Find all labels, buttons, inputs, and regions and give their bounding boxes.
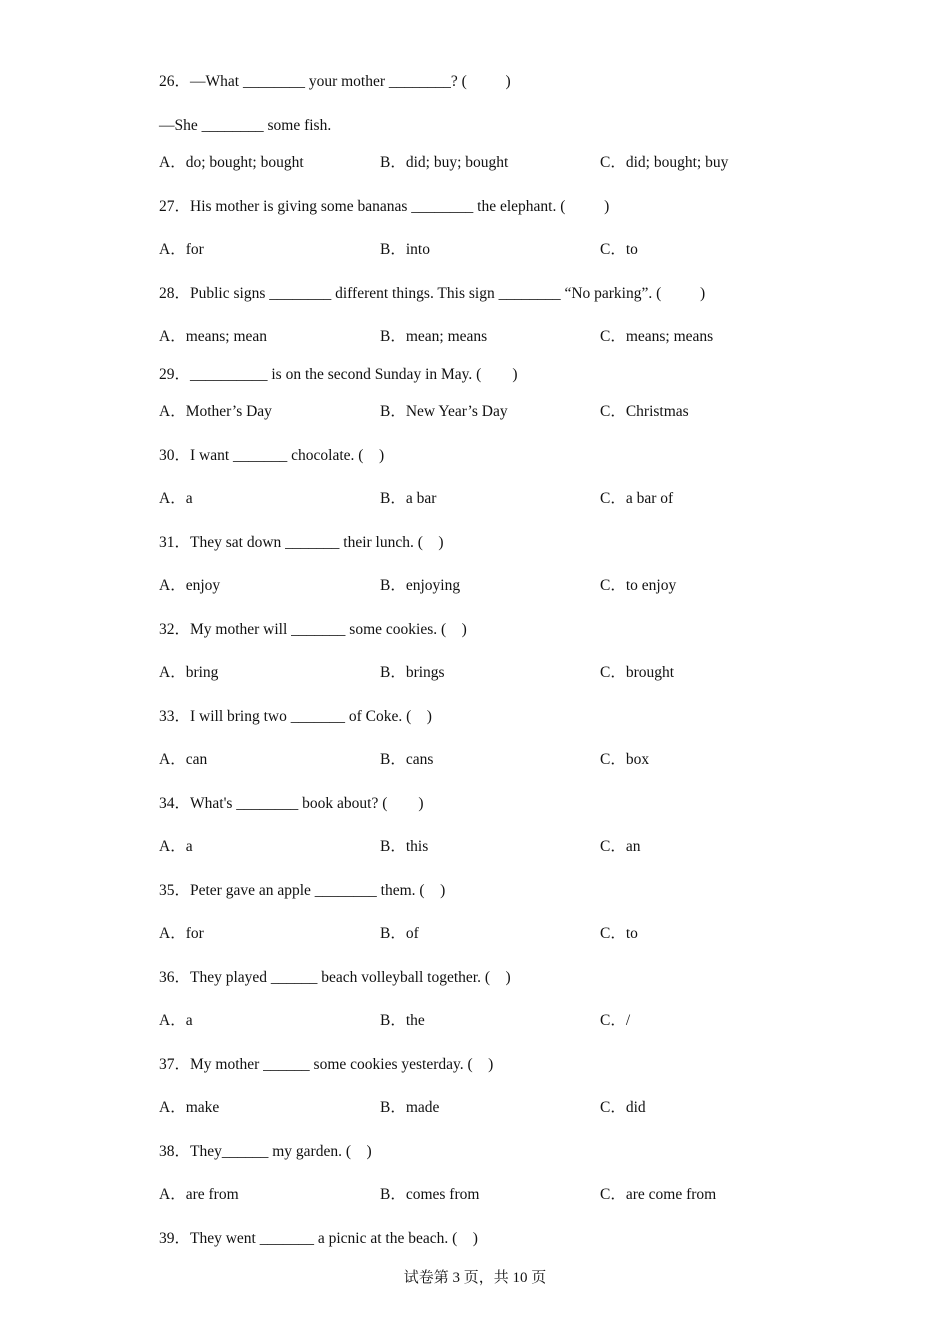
question-29: 29．__________ is on the second Sunday in May. ( ): [159, 366, 518, 383]
option-c: C．a bar of: [600, 490, 674, 507]
option-c: C．box: [600, 751, 650, 768]
option-a: A．a: [159, 1012, 193, 1029]
option-b: B．of: [380, 925, 419, 942]
option-a: A．a: [159, 838, 193, 855]
option-c: C．an: [600, 838, 641, 855]
option-b: B．made: [380, 1099, 440, 1116]
question-28: 28．Public signs ________ different things. This sign ________ “No parking”. ( ): [159, 285, 706, 302]
option-a: A．are from: [159, 1186, 239, 1203]
question-26-reply: —She ________ some fish.: [159, 117, 332, 134]
option-c: C．did; bought; buy: [600, 154, 729, 171]
option-a: A．means; mean: [159, 328, 268, 345]
question-32-options: [159, 663, 879, 683]
question-27-options: [159, 240, 879, 260]
question-30-options: [159, 489, 879, 509]
question-37: 37．My mother ______ some cookies yesterday. ( ): [159, 1056, 494, 1073]
question-36: 36．They played ______ beach volleyball together. ( ): [159, 969, 511, 986]
option-b: B．cans: [380, 751, 434, 768]
option-a: A．Mother’s Day: [159, 403, 272, 420]
question-36-options: [159, 1011, 879, 1031]
question-26: 26．—What ________ your mother ________? ( ): [159, 73, 511, 90]
option-b: B．into: [380, 241, 430, 258]
question-27: 27．His mother is giving some bananas ________ the elephant. ( ): [159, 198, 610, 215]
option-a: A．do; bought; bought: [159, 154, 304, 171]
question-32: 32．My mother will _______ some cookies. ( ): [159, 621, 467, 638]
question-34-options: [159, 837, 879, 857]
option-c: C．brought: [600, 664, 675, 681]
question-38: 38．They______ my garden. ( ): [159, 1143, 372, 1160]
option-b: B．this: [380, 838, 429, 855]
option-b: B．comes from: [380, 1186, 480, 1203]
question-31-options: [159, 576, 879, 596]
question-31: 31．They sat down _______ their lunch. ( ): [159, 534, 444, 551]
question-35-options: [159, 924, 879, 944]
option-a: A．make: [159, 1099, 220, 1116]
question-38-options: [159, 1185, 879, 1205]
option-c: C．to enjoy: [600, 577, 677, 594]
option-a: A．bring: [159, 664, 219, 681]
question-29-options: [159, 402, 879, 422]
option-a: A．for: [159, 925, 204, 942]
option-c: C．/: [600, 1012, 631, 1029]
option-c: C．did: [600, 1099, 646, 1116]
option-c: C．to: [600, 241, 638, 258]
page-footer: 试卷第 3 页，共 10 页: [403, 1270, 547, 1286]
question-28-options: [159, 327, 879, 347]
question-35: 35．Peter gave an apple ________ them. ( ): [159, 882, 446, 899]
question-33-options: [159, 750, 879, 770]
option-b: B．mean; means: [380, 328, 488, 345]
option-c: C．means; means: [600, 328, 714, 345]
question-37-options: [159, 1098, 879, 1118]
option-a: A．enjoy: [159, 577, 221, 594]
option-b: B．a bar: [380, 490, 437, 507]
option-a: A．a: [159, 490, 193, 507]
option-b: B．brings: [380, 664, 445, 681]
option-c: C．are come from: [600, 1186, 717, 1203]
option-a: A．can: [159, 751, 208, 768]
option-a: A．for: [159, 241, 204, 258]
option-b: B．enjoying: [380, 577, 461, 594]
option-c: C．to: [600, 925, 638, 942]
option-b: B．did; buy; bought: [380, 154, 509, 171]
option-b: B．New Year’s Day: [380, 403, 508, 420]
question-34: 34．What's ________ book about? ( ): [159, 795, 424, 812]
option-c: C．Christmas: [600, 403, 689, 420]
question-30: 30．I want _______ chocolate. ( ): [159, 447, 385, 464]
option-b: B．the: [380, 1012, 425, 1029]
question-26-options: [159, 153, 879, 173]
question-33: 33．I will bring two _______ of Coke. ( ): [159, 708, 432, 725]
question-39: 39．They went _______ a picnic at the beach. ( ): [159, 1230, 478, 1247]
